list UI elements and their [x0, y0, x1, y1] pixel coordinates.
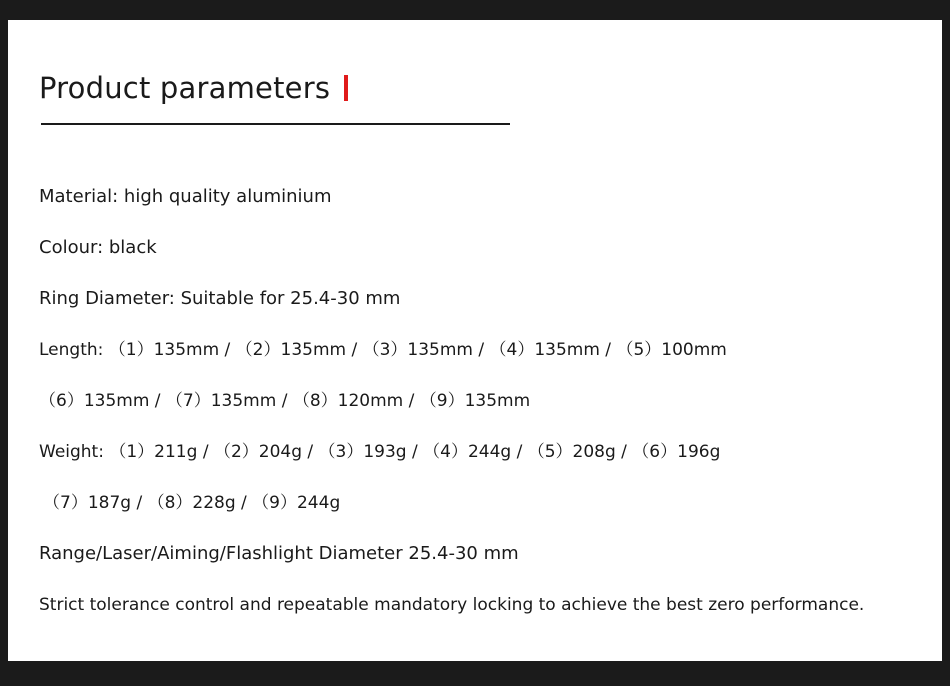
param-weight-continued: （7）187g / （8）228g / （9）244g	[43, 493, 341, 513]
param-accessory-diameter: Range/Laser/Aiming/Flashlight Diameter 25.4-30 mm	[39, 543, 519, 564]
title-accent-bar	[344, 75, 348, 101]
param-length: Length: （1）135mm / （2）135mm / （3）135mm / （4）135mm / （5）100mm	[39, 340, 727, 360]
content-panel	[8, 20, 942, 661]
param-length-continued: （6）135mm / （7）135mm / （8）120mm / （9）135mm	[39, 391, 531, 411]
param-tolerance-note: Strict tolerance control and repeatable mandatory locking to achieve the best zero performance.	[39, 595, 865, 615]
page-title: Product parameters	[39, 71, 331, 105]
param-material: Material: high quality aluminium	[39, 186, 332, 207]
param-weight: Weight: （1）211g / （2）204g / （3）193g / （4）244g / （5）208g / （6）196g	[39, 442, 721, 462]
param-ring-diameter: Ring Diameter: Suitable for 25.4-30 mm	[39, 288, 401, 309]
param-colour: Colour: black	[39, 237, 157, 258]
section-header	[39, 68, 348, 108]
title-underline	[41, 123, 510, 125]
